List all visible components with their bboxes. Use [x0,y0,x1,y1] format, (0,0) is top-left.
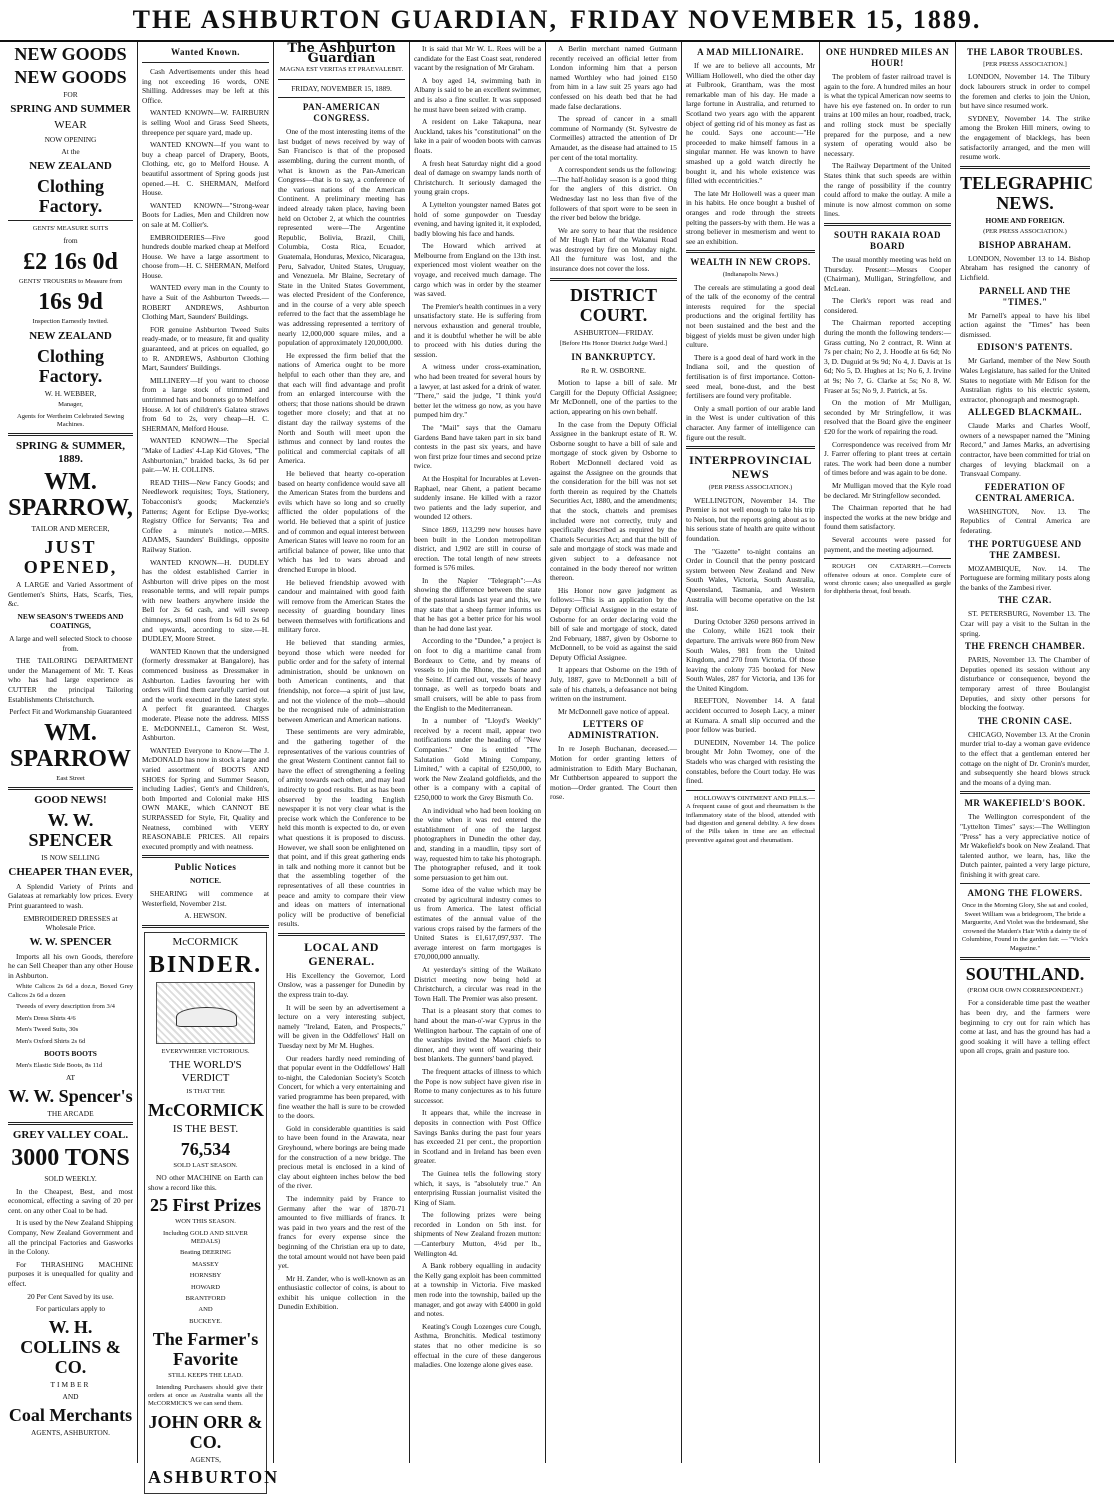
telegram-heading: THE PORTUGUESE AND THE ZAMBESI. [968,538,1082,560]
ad-line: GOOD NEWS! [34,794,107,807]
news-item: REEFTON, November 14. A fatal accident occurred to Joseph Lacy, a miner at Kumara. A small slip occurred and the poor fellow was buried. [686,696,815,735]
ad-line: 3000 TONS [11,1145,130,1172]
masthead-title: THE ASHBURTON GUARDIAN, [132,5,558,34]
wanted-item: WANTED KNOWN—"Strong-wear Boots for Ladies, Men and Children now on sale at M. Collier's. [142,200,269,229]
article-paragraph: He believed that hearty co-operation based on hearty confidence would save all the American States from the burdens and evils which have so long and so cruelly afflicted the older populations of the world. He believed that a spirit of justice and of common and equal interest between American States will leave no room for an artificial balance of power, like unto that which has led to wars abroad and drenched Europe in blood. [278,468,405,574]
ad-line: BUCKEYE. [189,1317,222,1325]
article-paragraph: The late Mr Hollowell was a queer man in his habits. He once bought a bushel of oranges and rode through the streets pelting the passers-by with them. He was a strong believer in mesmerism and went to see an exhibition. [686,188,815,246]
telegram-heading: ALLEGED BLACKMAIL. [967,407,1083,418]
news-item: A Berlin merchant named Gutmann recently received an official letter from London informing him that a person named Worthley who had joined £150 from him in a law suit 25 years ago had confessed on his death bed that he had made false declarations. [550,44,677,111]
telegram-body: Mr Garland, member of the New South Wales Legislature, has sailed for the United States to negotiate with Mr Edison for the Australian rights to his electric system, extractor, phonograph and mesmograph. [960,356,1090,404]
news-item: Keating's Cough Lozenges cure Cough, Asthma, Bronchitis. Medical testimony states that no other medicine is so effectual in the cure of these dangerous maladies. One lozenge alone gives ease. [414,1321,541,1370]
ad-line: W. H. COLLINS & CO. [20,1316,121,1377]
article-paragraph: The Railway Department of the United States think that such speeds are within the range of possibility if the country could afford to make the outlay. A mile a minute is now almost common on some lines. [824,161,951,219]
news-item: It is said that Mr W. L. Rees will be a candidate for the East Coast seat, rendered vacant by the resignation of Mr Graham. [414,44,541,73]
bankruptcy-sub: Re R. W. OSBORNE. [581,365,646,375]
coal-ad [8,1129,133,1438]
ad-line: At the [61,147,80,157]
column-2-wanted-known [138,42,280,1488]
ad-line: WON THIS SEASON. [175,1218,236,1226]
article-paragraph: Mr Mulligan moved that the Kyle road be declared. Mr Stringfellow seconded. [824,480,951,500]
poem: Once in the Morning Glory, She sat and cooled, Sweet William was a bridegroom, The bride a Marguerite, And Violet was the bridesmaid, She crowned the Maiden's Hair With a dainty tie of Columbine, Found in the garden fair. — "Vick's Magazine." [961,902,1089,952]
catarrh-ad: ROUGH ON CATARRH.—Corrects offensive odours at once. Complete cure of worst chronic cases; also unequalled as gargle for diphtheria throat, foul breath. [824,563,951,596]
ad-line: AGENTS, ASHBURTON. [31,1428,110,1437]
interprovincial-sub: (PER PRESS ASSOCIATION.) [708,484,793,492]
news-item: During October 3260 persons arrived in the Colony, while 1621 took their departure. The arrivals were 860 from New South Wales, 981 from the United Kingdom, and 270 from Victoria. Of those leaving the colony 735 booked for New South Wales, 287 for Victoria, and 136 for the United Kingdom. [686,616,815,693]
ad-line: AND [198,1306,213,1314]
ad-line: Men's Tweed Suits, 30s [16,1026,79,1034]
article-paragraph: There is a good deal of hard work in the Indiana soil, and the question of fertilisation is of first importance. Cotton-seed meal, bone-dust, and the best fertilisers are found very profitable. [686,352,815,401]
mad-millionaire-heading: A MAD MILLIONAIRE. [697,47,804,57]
local-item: It will be seen by an advertisement a lecture on a very interesting subject, namely "Ireland, Eaten, and Prospects," will be given in the Oddfellows' Hall on Tuesday next by Mr M. Hughes. [278,1002,405,1051]
holloway-ad: HOLLOWAY'S OINTMENT AND PILLS.—A frequent cause of gout and rheumatism is the inflammatory state of the blood, attended with bad digestion and general debility. A few doses of the Pills taken in time are an effectual preventive against gout and rheumatism. [686,794,815,844]
ad-line: from [63,236,78,246]
ad-line: 20 Per Cent Saved by its use. [27,1291,114,1301]
ad-line: JUST OPENED, [23,537,118,577]
article-paragraph: The Chairman reported accepting during the month the following tenders:—Grass cutting, No 2 contract, R. Winn at 7s per chain; No 2, J. Hoodle at 6s 6d; No 3, D. Duguid at 9s 9d; No 4, J. Davis at 1s 6d; No 5, D. Hughes at 1s; No 6, J. Irvine at 9s; No 7, G. Clarke at 5s; No 8, W. Fraser at 5s; No 9, J. Patrick, at 5s. [824,318,951,395]
ad-line: East Street [56,774,85,782]
news-item: It appears that, while the increase in deposits in connection with Post Office Savings Banks during the past four years has exceeded 21 per cent., the proportion in Scotland and in Ireland has been even greater. [414,1108,541,1166]
ad-line: TAILOR AND MERCER, [31,524,110,534]
article-paragraph: Only a small portion of our arable land in the West is under cultivation of this character. Any farmer of intelligence can figure out the result. [686,403,815,442]
ad-line: EVERYWHERE VICTORIOUS. [161,1047,250,1055]
news-item: At yesterday's sitting of the Waikato District meeting now being held at Christchurch, a circular was read in the Town Hall. The Premier was also present. [414,965,541,1003]
article-paragraph: The usual monthly meeting was held on Thursday. Present:—Messrs Cooper (Chairman), Mulligan, Stringfellow, and McLean. [824,254,951,293]
court-paragraph: Motion to lapse a bill of sale. Mr Cargill for the Deputy Official Assignee; Mr McDonnell, one of the parties to the action, appearing on his own behalf. [550,378,677,417]
ad-line: A Splendid Variety of Prints and Galateas at remarkably low prices. Every Print guaranteed to wash. [8,881,133,910]
telegram-body: PARIS, November 13. The Chamber of Deputies opened its session without any disturbance or consequence, beyond the temporary arrest of three Boulangist Deputies, and sixty other persons for blocking the footway. [960,655,1090,713]
flowers-heading: AMONG THE FLOWERS. [967,888,1083,899]
news-item: LONDON, November 14. The Tilbury dock labourers struck in order to compel the foremen and clerks to join the Union, but have since resumed work. [960,72,1090,111]
telegram-body: CHICAGO, November 13. At the Cronin murder trial to-day a woman gave evidence to the effect that a gentleman entered her cottage on the night of Dr. Cronin's murder, and subsequently she heard blows struck and the moans of a dying man. [960,729,1090,787]
ad-line: W. W. SPENCER [29,935,112,948]
wealth-sub: (Indianapolis News.) [722,271,779,279]
telegram-body: ST. PETERSBURG, November 13. The Czar will pay a visit to the Sultan in the spring. [960,609,1090,638]
article-paragraph: One of the most interesting items of the last budget of news received by way of San Francisco is that of the proposed assembling, during the current month, of what is known as the Pan-American Congress—that is to say, a conference of the various nations of the American Continent. A preliminary meeting has indeed already taken place, having been held on October 2, at which the countries represented were—The Argentine Republic, Bolivia, Brazil, Chili, Columbia, Costa Rica, Ecuador, Guatemala, Honduras, Mexico, Nicaragua, Peru, Salvador, United States, Uruguay, and Venezuela. Mr Blaine, Secretary of State in the United States Government, was elected President of the Conference, and in the course of a very able speech referred to the fact that the assemblage he was addressing represented a territory of nearly 12,000,000 square miles, and a population of approximately 120,000,000. [278,127,405,348]
wanted-item: WANTED KNOWN—W. FAIRBURN is selling Wool and Grass Seed Sheets, threepence per square yard, made up. [142,108,269,137]
news-item: WELLINGTON, November 14. The Premier is not well enough to take his trip to Nelson, but the reports going about as to his serious state of health are quite without foundation. [686,495,815,543]
mccormick-ad [144,932,280,1494]
column-1-advertisements [4,42,138,1463]
ad-line: MASSEY [192,1260,219,1268]
wanted-item: Cash Advertisements under this head ing not exceeding 16 words, ONE Shilling. Addresses may be left at this Office. [142,67,269,105]
article-paragraph: If we are to believe all accounts, Mr William Hollowell, who died the other day at Fulbrook, Grantham, was the most remarkable man of his day. He made a large fortune in Australia, and returned to Scotland two years ago with the apparent object of getting rid of his money as fast as he could. Says one account:—"He proceeded to make himself famous in a singular manner. He was known to have smashed up a gold watch directly he bought it, and his whole existence was filled with eccentricities." [686,61,815,186]
wanted-item: WANTED KNOWN—H. DUDLEY has the oldest established Carrier in Ashburton will drive pipes on the most reasonable terms, and will repair pumps with new leathers anywhere inside the Bell for 2s 6d cash, and will sweep chimneys, small ones from 1s 6d to 2s 6d and upwards, according to size.—H. DUDLEY, Moore Street. [142,557,269,644]
local-item: Gold in considerable quantities is said to have been found in the Arawata, near Greyhound, where borings are being made for the construction of a new bridge. The precious metal is enclosed in a kind of clay about eighteen inches below the bed of the river. [278,1123,405,1191]
news-item: Since 1869, 113,299 new houses have been built in the London metropolitan district, and 1,902 are still in course of erection. The total length of new streets formed is 576 miles. [414,524,541,573]
article-paragraph: On the motion of Mr Mulligan, seconded by Mr Stringfellow, it was resolved that the Board give the engineer £20 for the work of repairing the road. [824,398,951,436]
columns [4,41,1110,1488]
court-paragraph: Mr McDonnell gave notice of appeal. [558,706,670,716]
ad-line: WM. SPARROW [10,719,131,772]
ad-line: IS THAT THE [186,1088,225,1096]
telegraphic-sub: HOME AND FOREIGN. [985,215,1065,225]
interprovincial-heading: INTERPROVINCIAL NEWS [689,453,812,482]
ad-line: THE TAILORING DEPARTMENT under the Management of Mr. T. Keas who has had large experience as CUTTER the principal Tailoring Establishments Christchurch. [8,656,133,704]
ad-line: NEW GOODS [14,67,127,87]
ad-line: Men's Elastic Side Boots, 8s 11d [16,1061,103,1069]
column-7-features [820,42,956,1463]
paper-title: The Ashburton Guardian [287,41,396,66]
local-item: Mr H. Zander, who is well-known as an enthusiastic collector of coins, is about to exhibit his unique collection in the Dunedin Exhibition. [278,1273,405,1312]
wanted-item: WANTED Known that the undersigned (formerly dressmaker at Bangalore), has commenced business as Dressmaker in Ashburton. Ladies favouring her with orders will find them carefully carried out and the work executed in the latest style. A perfect fit guaranteed. Charges moderate. Please note the address. MISS E. McDONNELL, Cameron St. West, Ashburton. [142,646,269,743]
telegram-body: MOZAMBIQUE, Nov. 14. The Portuguese are forming military posts along the banks of the Zambesi river. [960,563,1090,592]
ad-line: FOR [63,90,78,99]
ad-line: The Farmer's Favorite [152,1329,259,1370]
telegraphic-heading: TELEGRAPHIC NEWS. [960,172,1094,213]
ad-line: SPRING & SUMMER, 1889. [15,440,126,466]
paper-date: FRIDAY, NOVEMBER 15, 1889. [291,83,392,93]
wakefield-heading: MR WAKEFIELD'S BOOK. [964,798,1086,809]
article-paragraph: The Clerk's report was read and considered. [824,296,951,315]
telegram-heading: THE CZAR. [998,595,1052,606]
ad-line: For THRASHING MACHINE purposes it is unequalled for quality and effect. [8,1259,133,1289]
ad-line: £2 16s 0d [23,248,118,275]
article-paragraph: Several accounts were passed for payment, and the meeting adjourned. [824,534,951,554]
ad-line: BRANTFORD [185,1294,226,1302]
news-item: We are sorry to hear that the residence of Mr Hugh Hart of the Wakanui Road was destroyed by fire on Monday night. All the furniture was lost, and the insurance does not cover the loss. [550,225,677,274]
ad-line: 76,534 [180,1138,231,1159]
news-item: The Guinea tells the following story which, it says, is "absolutely true." An enterprising Russian journalist visited the King of Siam. [414,1168,541,1207]
ad-line: GENTS' MEASURE SUITS [32,224,109,232]
ad-line: GREY VALLEY COAL. [12,1129,129,1142]
telegram-heading: THE CRONIN CASE. [977,715,1073,726]
court-paragraph: In the case from the Deputy Official Assignee in the bankrupt estate of R. W. Osborne sought to have a bill of sale and mortgage of stock given by Osborne to Robert McDonnell declared void as against the Assignee on the grounds that the consideration for the bill was not set forth therein as required by the Chattels Securities Act, 1880, and the amendments; that the stock, chattels and premises included were not correctly, truly and specifically described as required by the Chattels Securities Act; and that the bill of sale and mortgage of stock was made and given subject to a defeasance not contained in the body thereof nor written thereon. [550,419,677,583]
ad-line: THE ARCADE [47,1108,94,1118]
ad-line: BOOTS BOOTS [44,1048,97,1058]
ad-line: Tweeds of every description from 3/4 [16,1003,115,1011]
news-item: The Howard which arrived at Melbourne from England on the 13th inst. experienced most violent weather on the voyage, and received much damage. The cargo which was in order by the steamer was saved. [414,241,541,299]
ad-line: White Calicos 2s 6d a doz.n, Boxed Grey Calicos 2s 6d a dozen [8,983,133,999]
news-item: A Lyttelton youngster named Bates got hold of some gunpowder on Tuesday evening, and having ignited it, it exploded, badly blowing his face and hands. [414,199,541,238]
news-item: SYDNEY, November 14. The strike among the Broken Hill miners, owing to the engagement of blacklegs, has been satisfactorily arranged, and the men will resume work. [960,113,1090,162]
court-judge: [Before His Honor District Judge Ward.] [559,340,668,348]
ad-line: SOLD WEEKLY. [44,1174,97,1184]
ad-line: Beating DEERING [179,1249,232,1257]
court-paragraph: His Honor now gave judgment as follows:—This is an application by the Deputy Official Assignee in the estate of Osborne for an order declaring void the bill of sale and mortgage of stock, dated 2nd February, 1887, given by Osborne to McDonnell, to be void as against the said Deputy Official Assignee. [550,585,677,662]
ad-line: NEW SEASON'S TWEEDS AND COATINGS, [17,611,124,631]
article-paragraph: The Wellington correspondent of the "Lyttelton Times" says:—The Wellington "Press" has a very appreciative notice of Mr Wakefield's book on New Zealand. That talented author, we learn, has, like the Dutch painter, painted a very large picture, finishing it with great care. [960,812,1090,879]
article-paragraph: The Chairman reported that he had inspected the works at the new bridge and found them satisfactory. [824,503,951,532]
ad-line: For particulars apply to [35,1304,106,1314]
ad-line: Manager, [58,401,83,409]
telegram-heading: FEDERATION OF CENTRAL AMERICA. [975,481,1075,503]
ad-line: 25 First Prizes [150,1195,261,1216]
column-6-features [682,42,820,1463]
telegram-heading: PARNELL AND THE "TIMES." [979,285,1071,307]
bankruptcy-heading: IN BANKRUPTCY. [571,351,656,362]
ad-line: In the Cheapest, Best, and most economical, effecting a saving of 20 per cent. on any other Coal to be had. [8,1186,133,1215]
ad-line: McCORMICK [148,1099,264,1120]
news-item: Some idea of the value which may be created by agricultural industry comes to us from America. The latest official estimates of the annual value of the various crops raised by the farmers of the United States is £1,617,097,937. The average interest on farm mortgages is £70,000,000 annually. [414,885,541,962]
ad-line: SPRING AND SUMMER [10,102,131,115]
ad-line: AGENTS, [190,1454,221,1464]
wanted-item: EMBROIDERIES—Five good hundreds double marked cheap at Melford House. We have a large assortment to choose from—H. C. SHERMAN, Melford House. [142,232,269,280]
telegram-heading: EDISON'S PATENTS. [977,342,1073,353]
nz-clothing-ad [8,44,133,429]
article-paragraph: The problem of faster railroad travel is again to the fore. A hundred miles an hour is what the typical American now seems to have his eye fastened on. In order to run trains at 100 miles an hour, roadbed, track, and rolling stock must be specially prepared for the purpose, and a new system of operating would also be necessary. [824,72,951,158]
wanted-item: WANTED every man in the County to have a Suit of the Ashburton Tweeds.—ROBERT ANDREWS, Ashburton Clothing Mart, Saunders' Buildings. [142,283,269,322]
ad-line: NOW OPENING [44,134,97,144]
wanted-item: MILLINERY—If you want to choose from a large stock of trimmed and untrimmed hats and bonnets go to Melford House. A lot of children's Galatea straws from 6d to 2s, very cheap—H. C. SHERMAN, Melford House. [142,375,269,433]
ad-line: TIMBER [50,1379,91,1389]
wanted-item: WANTED KNOWN—If you want to buy a cheap parcel of Drapery, Boots, Clothing, etc, go to Melford House. A beautiful assortment of Spring goods just opened.—H. C. SHERMAN, Melford House. [142,140,269,198]
wanted-item: READ THIS—New Fancy Goods; and Needlework requisites; Toys, Stationery, Tobacconist's goods; Mackenzie's Patterns; Agent for Eclipse Dye-works; Registry Office for Servants; Tea and Coffee a minute's notice.—MRS. ADAMS, Saunders' Buildings, opposite Railway Station. [142,477,269,554]
news-item: The "Gazette" to-night contains an Order in Council that the penny postcard system between New Zealand and New South Wales, Victoria, South Australia, Queensland, Tasmania, and Western Australia will become operative on the 1st inst. [686,546,815,614]
paper-motto: MAGNA EST VERITAS ET PRAEVALEBIT. [279,66,404,74]
sparrow-ad [8,440,133,783]
ad-line: Including GOLD AND SILVER MEDALS) [163,1229,248,1245]
news-item: A correspondent sends us the following:—The half-holiday season is a good thing for the anglers of this district. On Wednesday last no less than five of the followers of that sport were to be seen in the river bed below the bridge. [550,165,677,223]
article-heading: PAN-AMERICAN CONGRESS. [302,102,381,124]
southland-heading: SOUTHLAND. [965,963,1085,984]
south-rakaia-heading: SOUTH RAKAIA ROAD BOARD [833,229,941,251]
telegraphic-items [960,240,1090,788]
news-item: DUNEDIN, November 14. The police brought Mr John Twomey, one of the Stadels who was charged with resisting the constables, before the Court today. He was fined. [686,737,815,786]
ad-line: McCORMICK [172,935,239,948]
telegram-body: Mr Parnell's appeal to have his libel action against the "Times" has been dismissed. [960,310,1090,339]
telegram-heading: THE FRENCH CHAMBER. [964,641,1086,652]
wanted-item: WANTED KNOWN—The Special "Make of Ladies' 4-Lap Kid Gloves, "The Ashburtonian," braided backs, 3s 6d per pair.—W. H. COLLINS. [142,436,269,475]
wanted-item: WANTED Everyone to Know—The J. McDONALD has now in stock a large and varied assortment of BOOTS AND SHOES for Spring and Summer Season, including Ladies', Gent's and Children's, both Imported and Colonial make HIS OWN MAKE, which CANNOT BE SURPASSED for Style, Fit, Quality and Neatness, combined with VERY REASONABLE PRICES. All repairs executed promptly and with neatness. [142,745,269,851]
telegram-body: Claude Marks and Charles Woolf, owners of a newspaper named the "Mining Record," and James Marks, an advertising contractor, have been committed for trial on charges of levying blackmail on a Transvaal Company. [960,421,1091,479]
article-paragraph: He believed friendship avowed with candour and maintained with good faith will remove from the American States the necessity of guarding boundary lines between themselves with fortifications and military force. [278,577,405,635]
hundred-miles-heading: ONE HUNDRED MILES AN HOUR! [825,47,950,68]
ad-line: Inspection Earnestly Invited. [32,318,109,326]
ad-line: NEW GOODS [14,44,127,64]
column-4-news-items [410,42,546,1463]
telegraphic-note: (PER PRESS ASSOCIATION.) [983,228,1067,236]
article-paragraph: He believed that standing armies, beyond those which were needed for public order and for the safety of internal administration, should be unknown on both American continents, and that friendship, not force—a spirit of just law, and not the violence of the mob—should be the recognised rule of administration between American and American nations. [278,638,405,724]
news-item: A boy aged 14, swimming bath in Albany is said to be an excellent swimmer, and is also a fine sculler. It was supposed he must have been seized with cramp. [414,75,541,114]
ad-line: 16s 9d [38,289,103,316]
column-3-editorial [274,42,410,1463]
ad-line: Agents for Wertheim Celebrated Sewing Machines. [16,412,125,428]
telegram-heading: BISHOP ABRAHAM. [978,239,1072,250]
local-item: Our readers hardly need reminding of that popular event in the Oddfellows' Hall to-night, the Caledonian Society's Scotch Concert, for which a very entertaining and varied programme has been prepared, with fine weather the hall is sure to be crowded to the doors. [278,1053,405,1121]
ad-line: ASHBURTON [148,1467,280,1488]
ad-line: GENTS' TROUSERS to Measure from [18,277,123,285]
district-court-heading: DISTRICT COURT. [569,284,658,325]
ad-line: Imports all his own Goods, therefore he can Sell Cheaper than any other House in Ashburton. [8,951,133,980]
news-item: At the Hospital for Incurables at Leven-Raphael, near Ghent, a patient became suddenly insane. He killed with a razor two patients and the lady superior, and wounded 12 others. [414,473,541,522]
local-item: The indemnity paid by France to Germany after the war of 1870-71 amounted to five milliards of francs. It was paid in two years and the rest of the francs for every expense since the beginning of the Christian era up to date, the total amount would not have been paid yet. [278,1193,405,1271]
article-paragraph: Correspondence was received from Mr J. Farrer offering to plant trees at certain rates. The work had been done a number of times before and was again to be done. [824,439,951,478]
ad-line: HOWARD [191,1283,220,1291]
ad-line: NEW ZEALAND [29,329,112,342]
article-paragraph: For a considerable time past the weather has been dry, and the farmers were beginning to cry out for rain which has come at last, and has the ground has had a good soaking it will have a telling effect upon all crops, grain and pasture too. [960,998,1090,1056]
ad-line: AT [65,1072,76,1082]
ad-line: CHEAPER THAN EVER, [8,865,133,878]
news-item: A fresh heat Saturday night did a good deal of damage on swampy lands north of Christchurch. It seriously damaged the young grain crops. [414,158,541,197]
wealth-heading: WEALTH IN NEW CROPS. [690,257,811,268]
ad-line: NO other MACHINE on Earth can show a record like this. [148,1172,263,1192]
masthead-date: FRIDAY NOVEMBER 15, 1889. [569,5,982,34]
news-item: In a number of "Lloyd's Weekly" received by a recent mail, appear two notifications under the heading of "New Companies." One is entitled "The Salutation Gold Mining Company, Limited," with a capital of £250,000, to work the New Zealand goldfields, and the other is a company with a capital of £250,000 to work the Grey Bismuth Co. [414,716,541,802]
court-paragraph: It appears that Osborne on the 19th of July, 1887, gave to McDonnell a bill of sale of his chattels, a defeasance not being written on the instrument. [550,665,677,704]
column-8-telegraphic [956,42,1094,1463]
ad-line: Perfect Fit and Workmanship Guaranteed [9,707,132,717]
ad-line: WM. SPARROW, [8,469,133,522]
masthead [0,0,1114,42]
news-item: The following prizes were being recorded in London on 5th inst. for shipments of New Zealand frozen mutton:—Canterbury Mutton, 4½d per lb., Wellington 4d. [414,1210,541,1258]
telegram-body: LONDON, November 13 to 14. Bishop Abraham has resigned the canonry of Lichfield. [960,253,1090,282]
ad-line: NEW ZEALAND [29,159,112,172]
ad-line: HORNSBY [189,1272,222,1280]
administration-heading: LETTERS OF ADMINISTRATION. [567,719,660,741]
wanted-heading: Wanted Known. [170,47,241,57]
ad-line: JOHN ORR & CO. [148,1411,263,1452]
ad-line: WEAR [54,118,87,131]
labor-heading: THE LABOR TROUBLES. [966,47,1084,57]
ad-line: EMBROIDERED DRESSES at Wholesale Price. [23,913,118,933]
ad-line: Men's Dress Shirts 4/6 [16,1014,76,1022]
news-item: In the Napier "Telegraph":—As showing the difference between the state of the pastoral lands last year and this, we may state that a sheep farmer informs us that he has got a better price for his wool than he had done last year. [414,575,541,633]
labor-sub: [PER PRESS ASSOCIATION.] [983,61,1067,68]
ad-line: SOLD LAST SEASON. [173,1161,238,1169]
article-paragraph: He expressed the firm belief that the nations of America ought to be more helpful to each other than they are, and that each will find advantage and profit from an enlarged intercourse with the others; that those nations should be drawn together more closely; and that at no distant day the railway systems of the North and South will meet upon the isthmus and connect by land routes the political and commercial capitals of all America. [278,350,405,466]
ad-line: W. W. SPENCER [28,810,113,851]
ad-line: A LARGE and Varied Assortment of Gentlemen's Shirts, Hats, Scarfs, Ties, &c. [8,580,133,609]
ad-line: A large and well selected Stock to choose from. [9,633,132,653]
ad-line: Intending Purchasers should give their orders at once as Australia wants all the McCORMICK'S we can send them. [148,1383,263,1408]
ad-line: BINDER. [148,951,263,978]
ad-line: THE WORLD'S VERDICT [169,1059,242,1085]
administration-body: In re Joseph Buchanan, deceased.—Motion for order granting letters of administration to Edith Mary Buchanan, Mr Cuthbertson appeared to support the motion—Order granted. The Court then rose. [550,744,677,802]
ad-line: It is used by the New Zealand Shipping Company, New Zealand Government and all the principal Factories and Gasworks in the Colony. [8,1218,133,1257]
binder-illustration-icon [156,982,255,1044]
ad-line: AND [62,1392,79,1402]
news-item: The Premier's health continues in a very unsatisfactory state. He is suffering from nervous exhaustion and general trouble, and it is doubtful whether he will be able to proceed with his duties during the session. [414,301,541,359]
southland-sub: (FROM OUR OWN CORRESPONDENT.) [967,986,1083,994]
ad-line: IS NOW SELLING [41,853,100,863]
local-general-heading: LOCAL AND GENERAL. [304,939,379,968]
news-item: The spread of cancer in a small commune of Normandy (St. Sylvestre de Cormeilles) attracted the attention of Dr Arnaudet, as the disease had attained to 15 per cent of the total mortality. [550,114,677,162]
ad-line: Coal Merchants [8,1405,133,1425]
news-item: The "Mail" says that the Oamaru Gardens Band have taken part in six band contests in the past six years, and have won first prize four times and second prize twice. [414,422,541,471]
news-item: The frequent attacks of illness to which the Pope is now subject have given rise in Rome to many conjectures as to his future successor. [414,1066,541,1105]
news-item: A witness under cross-examination, who had been treated for several hours by a lawyer, at last asked for a drink of water. "There," said the judge, "I think you'd better let the witness go now, as you have pumped him dry." [414,362,541,420]
column-5-district-court [546,42,682,1463]
news-item: A Bank robbery equalling in audacity the Kelly gang exploit has been committed at a township in Victoria. Five masked men rode into the township, bailed up the manager, and got away with £4000 in gold and notes. [414,1261,541,1319]
ad-line: Men's Oxford Shirts 2s 6d [16,1037,86,1045]
ad-line: Clothing Factory. [36,345,105,386]
ad-line: Clothing Factory. [36,175,105,216]
news-item: According to the "Dundee," a project is on foot to dig a maritime canal from Bordeaux to Cette, and by means of vessels to join the Rhone, the Saone and the Seine. If carried out, vessels of heavy tonnage, as well as torpedo boats and small cruisers, will be able to pass from the English to the Mediterranean. [414,636,541,713]
public-notices-heading: Public Notices [174,862,237,873]
news-item: That is a pleasant story that comes to hand about the man-o'-war Cyprus in the Wellington harbour. The captain of one of the warships invited the Maori chiefs to dinner, and they went off wearing their best blankets. The gunners' band played. [414,1006,541,1064]
ad-line: W. W. Spencer's [8,1085,133,1106]
news-item: A resident on Lake Takapuna, near Auckland, takes his "constitutional" on the lake in a pair of wooden boots with canvas floats. [414,117,541,155]
article-paragraph: These sentiments are very admirable, and the gathering together of the representatives of the various countries of the great Western Continent cannot fail to have the effect of strengthening a feeling of amity towards each other, and may lead indirectly to good results. But as has been observed by the leading English newspaper it is not very clear what is the precise work which the Conference to be held this month is expected to do, or even what questions it is proposed to discuss. However, we shall soon be enlightened on that point, and if this great gathering ends in talk and nothing more it cannot but be that the assembling together of the representatives of all these countries in peace and amity to compare their view and ideas on matters of international policy will be productive of beneficial results. [278,727,405,929]
local-item: His Excellency the Governor, Lord Onslow, was a passenger for Dunedin by the express train to-day. [278,970,405,1000]
news-item: An individual who had been looking on the wine when it was red entered the establishment of one of the largest photographers in Dunedin the other day, and, standing in a maudlin, tipsy sort of way, requested him to take his photograph. The photographer refused, and it took some persuasion to get him out. [414,805,541,882]
ad-line: W. H. WEBBER, [44,388,97,398]
court-sub: ASHBURTON—FRIDAY. [573,327,654,337]
article-paragraph: The cereals are stimulating a good deal of the talk of the economy of the central interests required for the special productions and the original fertility has not been sustained and the best and the biggest of yields must be given under high culture. [686,282,815,350]
notice-sign: A. HEWSON. [184,911,227,921]
notice-title: NOTICE. [189,876,221,886]
ad-line: STILL KEEPS THE LEAD. [168,1372,243,1380]
ad-line: IS THE BEST. [172,1122,239,1135]
notice-body: SHEARING will commence at Westerfield, November 21st. [142,888,269,908]
telegram-body: WASHINGTON, Nov. 13. The Republics of Central America are federating. [960,506,1090,536]
wanted-item: FOR genuine Ashburton Tweed Suits ready-made, or to measure, fit and quality guaranteed, and at prices on equalled, go to R. ANDREWS, Ashburton Clothing Mart, Saunders' Buildings. [142,324,269,373]
spencer-ad [8,794,133,1118]
